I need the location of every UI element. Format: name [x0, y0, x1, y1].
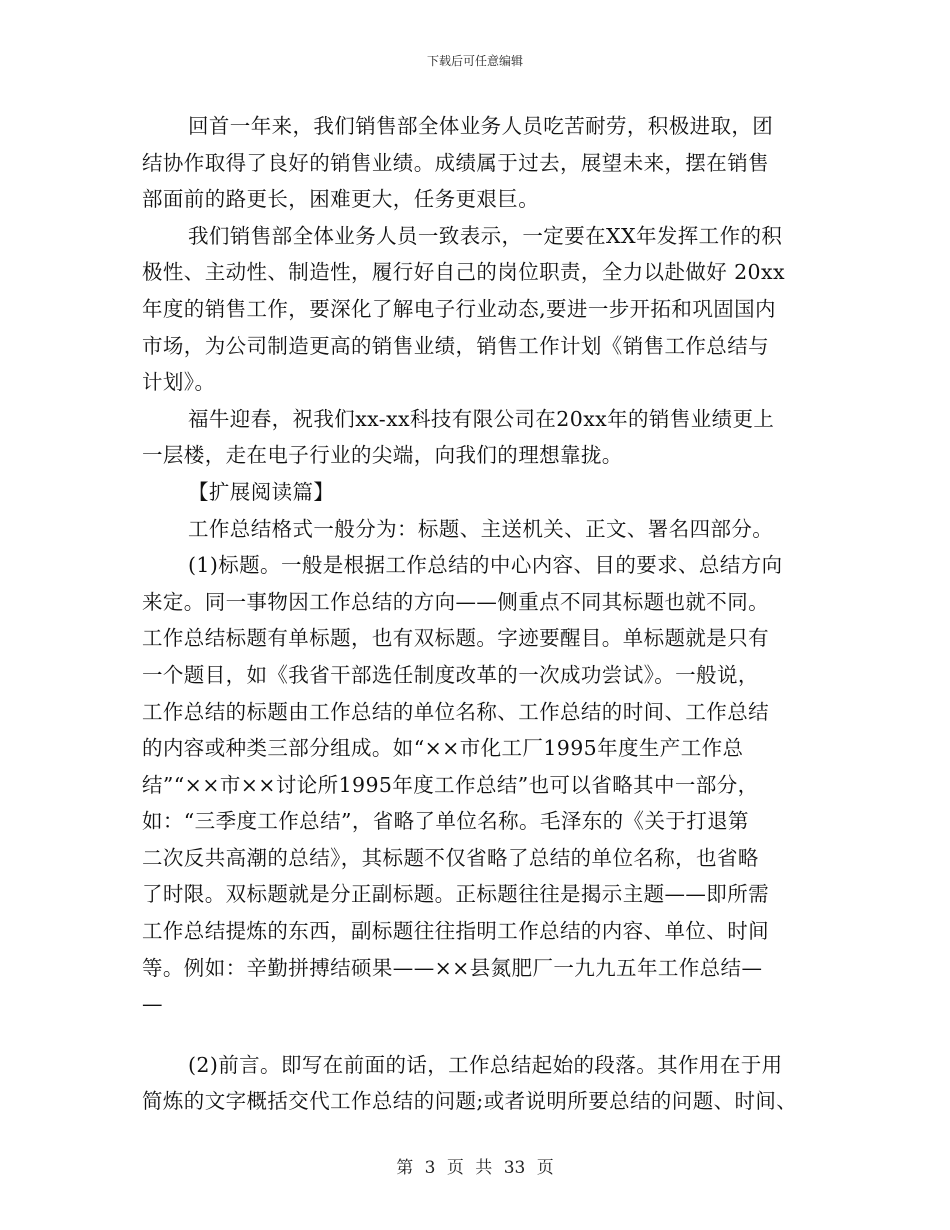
text-line: 回首一年来，我们销售部全体业务人员吃苦耐劳，积极进取，团 — [188, 114, 774, 138]
text-line: 一个题目，如《我省干部选任制度改革的一次成功尝试》。一般说， — [142, 662, 759, 687]
text-line: 工作总结的标题由工作总结的单位名称、工作总结的时间、工作总结 — [142, 699, 769, 724]
paragraph-gap — [142, 1023, 822, 1047]
text-line: 年度的销售工作，要深化了解电子行业动态,要进一步开拓和巩固国内 — [142, 296, 776, 321]
text-line: 了时限。双标题就是分正副标题。正标题往往是揭示主题——即所需 — [142, 882, 769, 907]
text-line: 市场，为公司制造更高的销售业绩，销售工作计划《销售工作总结与 — [142, 333, 769, 358]
text-line: (1)标题。一般是根据工作总结的中心内容、目的要求、总结方向 — [188, 553, 783, 578]
text-line: 如：“三季度工作总结”，省略了单位名称。毛泽东的《关于打退第 — [142, 809, 749, 834]
text-line: 工作总结格式一般分为：标题、主送机关、正文、署名四部分。 — [188, 516, 774, 541]
text-line: 部面前的路更长，困难更大，任务更艰巨。 — [142, 187, 540, 212]
page-header: 下载后可任意编辑 — [426, 54, 523, 68]
text-line: 结协作取得了良好的销售业绩。成绩属于过去，展望未来，摆在销售 — [142, 150, 769, 175]
text-line: 的内容或种类三部分组成。如“××市化工厂1995年度生产工作总 — [142, 736, 744, 761]
text-line: 工作总结提炼的东西，副标题往往指明工作总结的内容、单位、时间 — [142, 919, 769, 944]
text-line: 二次反共高潮的总结》，其标题不仅省略了总结的单位名称，也省略 — [142, 845, 759, 870]
text-line: 来定。同一事物因工作总结的方向——侧重点不同其标题也就不同。 — [142, 589, 769, 614]
text-line: 等。例如：辛勤拼搏结硕果——××县氮肥厂一九九五年工作总结— — [142, 955, 763, 980]
text-line: — — [142, 992, 163, 1017]
text-line: (2)前言。即写在前面的话，工作总结起始的段落。其作用在于用 — [188, 1052, 783, 1077]
text-line: 计划》。 — [142, 370, 216, 395]
text-line: 我们销售部全体业务人员一致表示，一定要在XX年发挥工作的积 — [188, 223, 783, 248]
text-line: 福牛迎春，祝我们xx-xx科技有限公司在20xx年的销售业绩更上 — [188, 406, 775, 431]
text-line: 结”“××市××讨论所1995年度工作总结”也可以省略其中一部分， — [142, 772, 759, 797]
text-line: 一层楼，走在电子行业的尖端，向我们的理想靠拢。 — [142, 443, 623, 468]
document-body — [142, 108, 822, 1120]
text-line: 极性、主动性、制造性，履行好自己的岗位职责，全力以赴做好 20xx — [142, 260, 785, 285]
text-line: 简炼的文字概括交代工作总结的问题;或者说明所要总结的问题、时间、 — [142, 1089, 798, 1114]
text-line: 工作总结标题有单标题，也有双标题。字迹要醒目。单标题就是只有 — [142, 626, 769, 651]
section-heading: 【扩展阅读篇】 — [188, 479, 335, 504]
page-footer: 第 3 页 共 33 页 — [396, 1158, 554, 1178]
